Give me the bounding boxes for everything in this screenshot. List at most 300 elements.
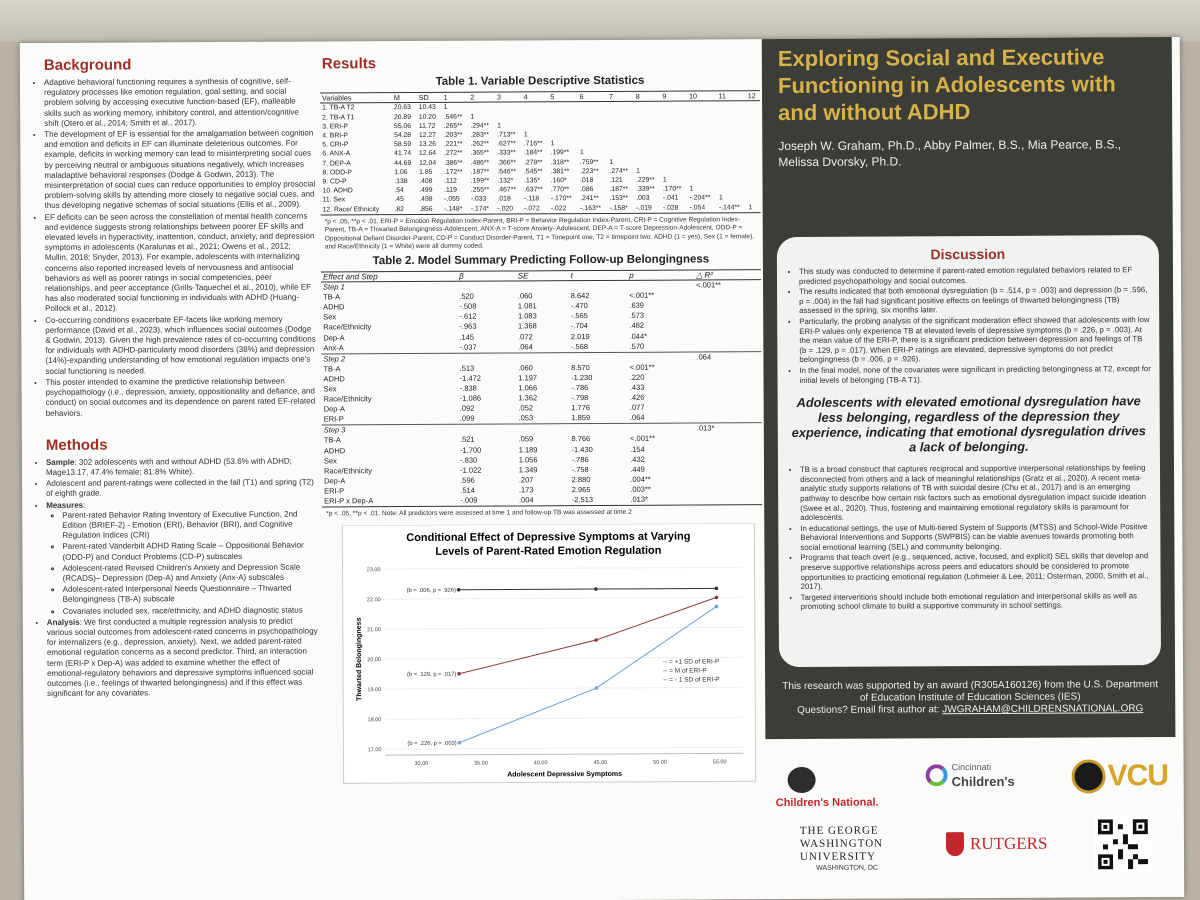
x-tick-label: 35.00 bbox=[474, 760, 488, 767]
table1-cell bbox=[746, 129, 760, 138]
table1-cell bbox=[578, 102, 607, 112]
table2-cell bbox=[569, 280, 628, 291]
table2-cell: .004** bbox=[630, 474, 651, 484]
table2-cell: -.758 bbox=[571, 464, 589, 474]
table1-cell: 5. CRI-P bbox=[322, 141, 349, 149]
table2-cell: -1.472 bbox=[459, 373, 481, 383]
table1-cell: .333** bbox=[497, 149, 516, 157]
table1-cell: 10.20 bbox=[418, 113, 436, 121]
methods-text bbox=[32, 456, 318, 699]
table2-cell bbox=[695, 362, 762, 372]
table1-cell: .223** bbox=[580, 167, 599, 175]
table1-cell bbox=[495, 102, 522, 112]
chart-title: Conditional Effect of Depressive Symptoms at Varying bbox=[406, 530, 691, 544]
table1-cell bbox=[746, 147, 760, 156]
table2-cell: Anx-A bbox=[323, 342, 344, 353]
table1-cell: .716** bbox=[523, 140, 543, 148]
table1-cell: .132* bbox=[497, 177, 514, 185]
table1-cell bbox=[746, 157, 760, 166]
table2-cell: ADHD bbox=[323, 445, 346, 455]
table2-cell: .004 bbox=[518, 495, 534, 505]
table2-cell: .072 bbox=[518, 331, 533, 341]
table2-cell bbox=[627, 280, 694, 291]
table1-cell: 3. ERI-P bbox=[322, 123, 348, 131]
contact-line bbox=[779, 703, 1161, 717]
table2-cell: Step 2 bbox=[321, 353, 457, 364]
table1-cell bbox=[634, 148, 661, 157]
table1-cell bbox=[746, 101, 760, 111]
table1-cell: .272** bbox=[443, 150, 463, 158]
table1-cell bbox=[717, 184, 746, 193]
table1-cell: -.054 bbox=[689, 203, 706, 212]
table1-cell: .199** bbox=[550, 149, 570, 157]
table2-cell: -.786 bbox=[571, 454, 589, 464]
background-bullet: • Adaptive behavioral functioning requires a synthesis of cognitive, self-regulatory processes like emotion regulation, goal setting, and social problem solving by accessing executive function-based (EF), malleable skills such as working memory, inhibitory control, and attention/cognitive shift (Otero et al., 2014; Smith et al., 2017). bbox=[44, 76, 315, 128]
table1 bbox=[320, 90, 761, 215]
qr-pattern bbox=[1098, 819, 1148, 869]
gwu-logo-line2: WASHINGTON bbox=[799, 837, 884, 850]
table2-cell bbox=[628, 423, 695, 434]
y-tick-label: 22.00 bbox=[366, 596, 381, 603]
table1-cell: -.041 bbox=[662, 194, 679, 203]
table1-cell: -.118 bbox=[524, 195, 540, 203]
data-point bbox=[595, 686, 599, 690]
table1-cell: 1.85 bbox=[419, 168, 433, 176]
table2-cell: .449 bbox=[630, 464, 645, 474]
childrens-national-logo: Children's National. bbox=[775, 796, 879, 810]
vcu-logo: VCU bbox=[1107, 759, 1169, 793]
table1-cell: 10.43 bbox=[418, 104, 436, 112]
table1-cell bbox=[661, 148, 688, 157]
table2-cell: .154 bbox=[630, 444, 645, 454]
table1-cell bbox=[746, 166, 760, 175]
table1-cell bbox=[578, 121, 607, 130]
table1-cell: 58.59 bbox=[394, 141, 412, 149]
table1-cell: .294** bbox=[470, 122, 489, 130]
table2-cell: Race/Ethnicity bbox=[323, 394, 372, 404]
table1-cell: .255** bbox=[470, 186, 490, 194]
table1-cell: -.163** bbox=[580, 204, 602, 212]
table1-cell bbox=[578, 139, 607, 148]
table2-cell bbox=[516, 281, 569, 292]
table1-cell bbox=[607, 102, 634, 112]
table2-cell: .052 bbox=[518, 403, 534, 413]
table1-cell: -.148* bbox=[444, 205, 463, 213]
qr-code-icon[interactable] bbox=[1094, 815, 1152, 873]
table2-cell: Step 3 bbox=[322, 425, 458, 436]
table2-cell: 8.642 bbox=[570, 291, 590, 301]
table1-cell bbox=[746, 184, 760, 193]
table1-header-cell: 7 bbox=[607, 91, 634, 101]
table2-cell: .426 bbox=[629, 392, 645, 402]
data-point bbox=[594, 587, 598, 591]
analysis-text: : We first conducted a multiple regression analysis to predict various social outcomes from adolescent-rated concerns in psychopathology for internalizers (e.g., depression, anxiety). Next, we added parent-rated emotional regulation concerns as a second predictor. Third, an interaction term (ERI-P x Dep-A) was added to examine whether the effect of emotional-regulatory behaviors and depressive symptoms influenced social outcomes (i.e., feelings of thwarted belongingness) and if this effect was significant for any covariates. bbox=[46, 616, 318, 699]
table2-header-cell: β bbox=[457, 271, 516, 282]
table1-header-cell: 2 bbox=[468, 92, 495, 102]
table2-cell: .573 bbox=[629, 311, 645, 321]
table1-title: Table 1. Variable Descriptive Statistics bbox=[435, 74, 645, 88]
series-annotation: (b = .006, p = .926) bbox=[406, 587, 456, 594]
discussion-bullet: • Particularly, the probing analysis of the significant moderation effect showed that adolescents with low ERI-P values only experience TB at elevated levels of depressive symptoms (b = .226, p = .003). At the mean value of the ERI-P, there is a significant prediction between depression and feelings of TB (b = .129, p = .017). When ERI-P ratings are elevated, depressive symptoms do not predict belongingness (b = .006, p = .926). bbox=[799, 315, 1151, 365]
table1-cell: 20.63 bbox=[393, 104, 411, 112]
table2-cell: -.009 bbox=[460, 495, 478, 505]
table1-cell: 1 bbox=[636, 167, 640, 175]
legend-entry: -- = - 1 SD of ERI-P bbox=[663, 675, 720, 684]
table2-cell: 2.965 bbox=[571, 484, 591, 495]
table2-cell: .521 bbox=[459, 435, 475, 445]
table1-header-cell: 12 bbox=[746, 91, 760, 101]
y-tick-label: 21.00 bbox=[367, 626, 381, 633]
background-heading: Background bbox=[43, 56, 132, 74]
table2-cell: -.838 bbox=[459, 383, 477, 393]
legend-entry: -- = M of ERI-P bbox=[663, 667, 707, 675]
table1-cell bbox=[634, 130, 661, 139]
table2-cell: .013* bbox=[630, 494, 648, 504]
table2-cell bbox=[457, 281, 516, 292]
table1-header-cell: SD bbox=[417, 92, 442, 102]
table1-cell: .339** bbox=[636, 185, 655, 193]
background-bullet: • This poster intended to examine the predictive relationship between psychopathology (i.e., depression, anxiety, oppositionality and defiance, and conduct) on social outcomes and its dependence on parent rated EF-related behaviors. bbox=[46, 376, 317, 418]
table1-cell bbox=[607, 121, 634, 130]
table1-cell: .283** bbox=[470, 131, 490, 139]
table2-cell bbox=[695, 464, 762, 474]
table1-cell bbox=[660, 111, 687, 120]
table2-cell: -.508 bbox=[459, 301, 477, 311]
table2-cell: -.568 bbox=[570, 341, 589, 351]
discussion-heading: Discussion bbox=[930, 245, 1006, 263]
table2-cell: .220 bbox=[629, 372, 645, 382]
table1-header-cell: 5 bbox=[548, 92, 577, 102]
table1-cell bbox=[687, 166, 716, 175]
discussion-bullet: • In educational settings, the use of Multi-tiered System of Supports (MTSS) and School-Wide Positive Behavioral Interventions and Supports (SWPBIS) can be viable avenues towards promoting both social emotional learning (SEL) and community belonging. bbox=[800, 522, 1152, 553]
table2-cell: -1.700 bbox=[460, 445, 482, 455]
table1-cell: -.204** bbox=[689, 194, 711, 202]
table1-cell bbox=[607, 111, 634, 120]
table1-cell bbox=[522, 112, 549, 121]
gwu-logo-line4: WASHINGTON, DC bbox=[816, 864, 878, 872]
sample-text: : 302 adolescents with and without ADHD (53.6% with ADHD; Mage13.17, 47.4% female; 81.8% White). bbox=[45, 456, 292, 477]
funding-text: This research was supported by an award (R305A160126) from the U.S. Department of Education Institute of Education Sciences (IES) bbox=[782, 679, 1159, 704]
table1-header-cell: 1 bbox=[442, 92, 469, 102]
table1-cell: .086 bbox=[580, 186, 594, 194]
table1-cell: 1 bbox=[550, 140, 555, 148]
table1-cell: .229** bbox=[636, 176, 655, 184]
table1-cell: .138 bbox=[394, 177, 408, 186]
table1-cell: .135* bbox=[524, 177, 540, 185]
table1-cell bbox=[634, 111, 661, 120]
measure-item: ◦ Parent-rated Vanderbilt ADHD Rating Scale – Oppositional Behavior (ODD-P) and Conduct Problems (CD-P) subscales bbox=[62, 541, 317, 563]
table1-cell: .265** bbox=[443, 122, 463, 130]
table2-cell bbox=[694, 331, 761, 341]
table2-cell: 2.880 bbox=[571, 474, 591, 484]
table1-cell bbox=[578, 130, 607, 139]
table1-cell bbox=[634, 139, 661, 148]
table1-cell: .279** bbox=[523, 158, 543, 166]
table2-cell: .092 bbox=[459, 403, 475, 413]
table2-title: Table 2. Model Summary Predicting Follow-up Belongingness bbox=[372, 253, 710, 267]
table1-cell: .018 bbox=[497, 195, 511, 203]
methods-analysis bbox=[47, 616, 318, 699]
table1-cell: .187** bbox=[470, 168, 490, 176]
table2-cell bbox=[569, 424, 628, 435]
table1-cell bbox=[661, 166, 688, 175]
key-finding: Adolescents with elevated emotional dysregulation have less belonging, regardless of the depression they experience, indicating that emotional dysregulation drives a lack of belonging. bbox=[791, 393, 1146, 455]
table1-cell bbox=[716, 111, 745, 120]
table2-cell bbox=[695, 444, 762, 454]
table1-cell bbox=[495, 112, 522, 121]
table1-cell: 6. ANX-A bbox=[322, 150, 351, 158]
table1-cell: 41.74 bbox=[394, 150, 412, 158]
table2-cell: 1.081 bbox=[517, 301, 537, 311]
table2-cell: -.830 bbox=[460, 455, 478, 465]
table1-cell: 12. Race/ Ethnicity bbox=[322, 205, 380, 213]
table1-cell bbox=[607, 139, 634, 148]
table1-cell bbox=[661, 129, 688, 138]
table2-cell: ADHD bbox=[323, 302, 345, 312]
table1-body bbox=[320, 101, 761, 215]
table2-header-cell: t bbox=[569, 270, 628, 281]
table1-cell: 1 bbox=[748, 203, 753, 211]
table2-cell bbox=[694, 300, 761, 310]
table2-cell bbox=[569, 352, 628, 363]
table1-cell bbox=[578, 111, 607, 120]
table1-cell: -.020 bbox=[497, 204, 514, 213]
table1-cell: -.033 bbox=[470, 195, 487, 204]
table1-cell: .318** bbox=[550, 158, 570, 166]
table1-cell: .119 bbox=[444, 186, 457, 194]
table1-cell: .170** bbox=[662, 185, 682, 193]
table1-cell: 1 bbox=[689, 185, 694, 193]
table2-cell: -.963 bbox=[459, 322, 477, 332]
table2-cell: .514 bbox=[460, 485, 475, 495]
table2-cell: Dep-A bbox=[323, 332, 345, 342]
bear-logo-icon bbox=[788, 767, 816, 793]
table1-header-cell: 11 bbox=[716, 91, 745, 101]
table2-cell bbox=[695, 434, 762, 444]
x-axis-label: Adolescent Depressive Symptoms bbox=[507, 770, 622, 779]
table2-cell bbox=[695, 412, 762, 423]
table1-cell: .856 bbox=[419, 205, 433, 213]
table1-cell: .545** bbox=[524, 168, 543, 176]
table2-cell bbox=[458, 353, 517, 364]
table1-cell: .713** bbox=[497, 131, 516, 139]
table1-cell: .121 bbox=[609, 176, 623, 184]
table1-cell: 55.06 bbox=[394, 122, 412, 130]
table2-cell: .013* bbox=[695, 423, 762, 434]
table2-cell: 1.189 bbox=[518, 444, 538, 454]
table1-cell bbox=[548, 121, 577, 130]
table2-cell: Dep-A bbox=[323, 404, 345, 414]
table1-cell: 1 bbox=[470, 113, 475, 121]
table1-cell: -.028 bbox=[662, 204, 679, 212]
discussion-bullet: • The results indicated that both emotional dysregulation (b = .514, p = .003) and depression (b = .596, p = .004) in the fall had significant positive effects on feelings of thwarted belongingness (TB) assessed in the spring, six months later. bbox=[799, 285, 1151, 316]
data-point bbox=[594, 638, 598, 642]
methods-ratings: • Adolescent and parent-ratings were collected in the fall (T1) and spring (T2) of eighth grade. bbox=[46, 478, 317, 500]
table2-cell bbox=[694, 290, 761, 300]
table2-row bbox=[322, 494, 762, 507]
table1-cell: .646** bbox=[497, 168, 516, 176]
table1-cell bbox=[746, 120, 760, 129]
table1-cell: -.072 bbox=[524, 204, 540, 212]
table1-cell bbox=[660, 101, 687, 111]
table2-cell: Sex bbox=[323, 312, 337, 322]
table2-cell: 1.083 bbox=[517, 311, 537, 321]
table2-cell: .060 bbox=[518, 363, 533, 373]
table1-cell: 44.69 bbox=[394, 159, 412, 167]
vcu-seal-icon bbox=[1072, 759, 1106, 793]
background-bullet: • The development of EF is essential for the amalgamation between cognition and emotion and deficits in EF can illuminate deleterious outcomes. For example, deficits in working memory can lead to misinterpreting social cues by perceiving neutral or ambiguous situations negatively, which increases maladaptive behavioral responses (Dodge & Godwin, 2013). The misinterpretation of social cues can reduce opportunities to employ prosocial problem-solving skills by attending more closely to negative social cues, and thus developing negative schemas of social situations (Ellis et al., 2009). bbox=[44, 129, 315, 212]
discussion-bullet: • This study was conducted to determine if parent-rated emotion regulated behaviors related to EF predicted psychopathology and social outcomes. bbox=[799, 265, 1151, 286]
table2-cell: 8.570 bbox=[571, 362, 590, 372]
table1-cell: -.144** bbox=[718, 203, 740, 211]
y-tick-label: 17.00 bbox=[367, 746, 382, 753]
y-tick-label: 18.00 bbox=[367, 716, 382, 723]
table1-cell bbox=[717, 129, 746, 138]
table2-cell: .207 bbox=[518, 475, 534, 485]
data-point bbox=[457, 588, 461, 592]
table1-cell bbox=[746, 175, 760, 184]
table1-cell: .262** bbox=[470, 140, 490, 148]
table1-cell bbox=[548, 112, 577, 121]
data-point bbox=[457, 672, 461, 676]
table1-header-cell: 9 bbox=[660, 91, 687, 101]
table2-cell bbox=[517, 424, 570, 435]
table1-cell bbox=[468, 102, 495, 112]
table1-cell bbox=[687, 120, 716, 129]
table1-cell: 11.72 bbox=[418, 122, 436, 130]
table2-cell: .433 bbox=[629, 382, 645, 392]
table2-cell: .639 bbox=[629, 300, 645, 311]
table1-cell: .45 bbox=[394, 196, 404, 204]
table2-cell: -.786 bbox=[571, 383, 589, 393]
gwu-logo-line3: UNIVERSITY bbox=[799, 850, 877, 863]
table1-cell: .770** bbox=[550, 186, 570, 194]
table1-cell bbox=[661, 139, 688, 148]
table2-cell bbox=[694, 310, 761, 320]
table1-cell bbox=[746, 111, 760, 120]
table2-header-cell: p bbox=[627, 270, 694, 281]
table1-cell: .499 bbox=[419, 187, 433, 195]
table1-header-cell: 8 bbox=[634, 91, 661, 101]
table2-cell: -2.513 bbox=[571, 495, 594, 505]
table1-cell: .498 bbox=[419, 196, 433, 204]
table2-cell: -.798 bbox=[571, 393, 589, 403]
contact-email[interactable]: JWGRAHAM@CHILDRENSNATIONAL.ORG bbox=[942, 703, 1144, 716]
table1-cell bbox=[607, 148, 634, 157]
table1-cell: .241** bbox=[580, 195, 599, 203]
table2-cell: 8.766 bbox=[571, 434, 591, 444]
table1-cell: 12.64 bbox=[419, 150, 437, 158]
measure-item: ◦ Adolescent-rated Revised Children's Anxiety and Depression Scale (RCADS)– Depression (Dep-A) and Anxiety (Anx-A) subscales bbox=[62, 562, 317, 584]
table1-cell: .546** bbox=[443, 113, 463, 121]
table1-row bbox=[321, 203, 761, 215]
table1-cell: .627** bbox=[497, 140, 516, 148]
table2-cell: 1.066 bbox=[518, 383, 538, 393]
table2-cell: .513 bbox=[459, 363, 475, 373]
contact-question: Questions? Email first author at: bbox=[797, 704, 943, 716]
table1-cell: 1 bbox=[523, 131, 528, 139]
data-point bbox=[458, 741, 462, 745]
table1-cell bbox=[687, 139, 716, 148]
table2-cell: 1.368 bbox=[518, 321, 537, 331]
table1-cell: .018 bbox=[580, 176, 594, 185]
table1-cell: .160* bbox=[550, 177, 567, 185]
table2-cell: TB-A bbox=[323, 435, 341, 445]
poster-authors: Joseph W. Graham, Ph.D., Abby Palmer, B.S., Mia Pearce, B.S., Melissa Dvorsky, Ph.D. bbox=[778, 137, 1122, 170]
background-bullet: • Co-occurring conditions exacerbate EF-facets like working memory performance (David et al., 2023), which influences social outcomes (Dodge & Godwin, 2013). Given the high prevalence rates of co-occurring conditions for individuals with ADHD-particularly mood disorders (38%) and depression (14%)-expanding understanding of how emotional regulation impacts one's social functioning is needed. bbox=[45, 314, 316, 377]
table1-cell bbox=[717, 120, 746, 129]
table2-cell: .064 bbox=[629, 413, 645, 423]
table1-cell: .221** bbox=[443, 140, 463, 148]
logos bbox=[775, 745, 1176, 892]
cincinnati-logo-line2: Children's bbox=[951, 773, 1015, 790]
table1-cell: -.170** bbox=[550, 195, 572, 203]
x-tick-label: 45.00 bbox=[593, 759, 608, 766]
table1-cell: 12.27 bbox=[418, 131, 436, 139]
table1-cell bbox=[548, 102, 577, 112]
table1-cell: .637** bbox=[524, 186, 543, 194]
discussion-bullet: • TB is a broad construct that captures reciprocal and supportive interpersonal relationships by feeling disconnected from others and a lack of meaningful relationships (Gratz et al., 2020). A recent meta-analytic study supports relations of TB with suicidal desire (Chu et al., 2017) and is an emerging pathway to describe how certain risk factors such as emotional dysregulation impact suicide ideation (Swee et al., 2020). Thus, fostering and maintaining emotional regulatory skills is paramount for adolescents. bbox=[800, 463, 1152, 522]
table1-cell: -.055 bbox=[444, 196, 460, 204]
table1-cell: 10. ADHD bbox=[322, 187, 353, 195]
table1-cell: -.022 bbox=[550, 204, 567, 212]
table1-cell: 1 bbox=[609, 158, 614, 166]
table1-header-cell: 6 bbox=[578, 91, 607, 101]
middle-column bbox=[320, 47, 764, 792]
table1-cell: 2. TB-A T1 bbox=[322, 113, 355, 121]
table1-cell bbox=[522, 121, 549, 130]
table1-cell: 1.06 bbox=[394, 168, 408, 176]
table2-cell: .099 bbox=[459, 413, 475, 423]
methods-measures: • Measures: ◦ Parent-rated Behavior Rating Inventory of Executive Function, 2nd Edition (BRIEF-2) - Emotion (ERI), Behavior (BRI), and Cognitive Regulation Indices (CRI) ◦ Parent-rated Vanderbilt ADHD Rating Scale – Oppositional Behavior (ODD-P) and Conduct Problems (CD-P) subscales ◦ Adolescent-rated Revised Children's Anxiety and Depression Scale (RCADS)– Depression (Dep-A) and Anxiety (Anx-A) subscales ◦ Adolescent-rated Interpersonal Needs Questionnaire – Thwarted Belongingness (TB-A) subscale ◦ Covariates included sex, race/ethnicity, and ADHD diagnostic status bbox=[46, 499, 318, 617]
table1-cell: .203** bbox=[443, 131, 463, 139]
table2-cell: 1.056 bbox=[518, 454, 538, 465]
table2-cell: .570 bbox=[629, 341, 645, 351]
table1-cell bbox=[746, 193, 760, 202]
table1-cell: 54.28 bbox=[394, 131, 412, 139]
cincinnati-logo-line1: Cincinnati bbox=[951, 761, 992, 773]
table1-cell: .274** bbox=[609, 167, 628, 175]
table2-cell: .003** bbox=[630, 484, 651, 494]
table1-header-cell: Variables bbox=[320, 93, 392, 104]
y-axis-label: Thwarted Belongingness bbox=[355, 617, 364, 701]
table1-cell: .386** bbox=[443, 159, 463, 167]
rutgers-shield-icon bbox=[946, 832, 964, 856]
table2-cell: <.001** bbox=[696, 280, 721, 290]
table2-cell: .044* bbox=[629, 331, 648, 341]
discussion-box bbox=[777, 235, 1161, 667]
table2-cell bbox=[694, 321, 761, 331]
table2-cell: .173 bbox=[518, 485, 534, 495]
table2-cell bbox=[694, 341, 761, 352]
table1-cell: 7. DEP-A bbox=[322, 159, 351, 167]
table1-cell: .187** bbox=[609, 185, 629, 194]
table2-cell: .596 bbox=[460, 475, 475, 485]
table2-cell: <.001** bbox=[630, 434, 655, 444]
table1-cell bbox=[717, 138, 746, 147]
x-tick-label: 40.00 bbox=[533, 759, 548, 766]
x-tick-label: 30.00 bbox=[414, 760, 429, 767]
table2-header-cell: △ R² bbox=[694, 269, 761, 280]
funding-note bbox=[779, 679, 1161, 717]
data-point bbox=[715, 595, 719, 599]
table1-cell bbox=[660, 120, 687, 129]
table2-cell: -.565 bbox=[570, 311, 588, 321]
y-tick-label: 23.00 bbox=[366, 566, 381, 573]
table2-cell: 2.019 bbox=[570, 331, 590, 341]
table1-cell: .184** bbox=[523, 149, 543, 157]
table2-cell: .060 bbox=[517, 291, 533, 301]
